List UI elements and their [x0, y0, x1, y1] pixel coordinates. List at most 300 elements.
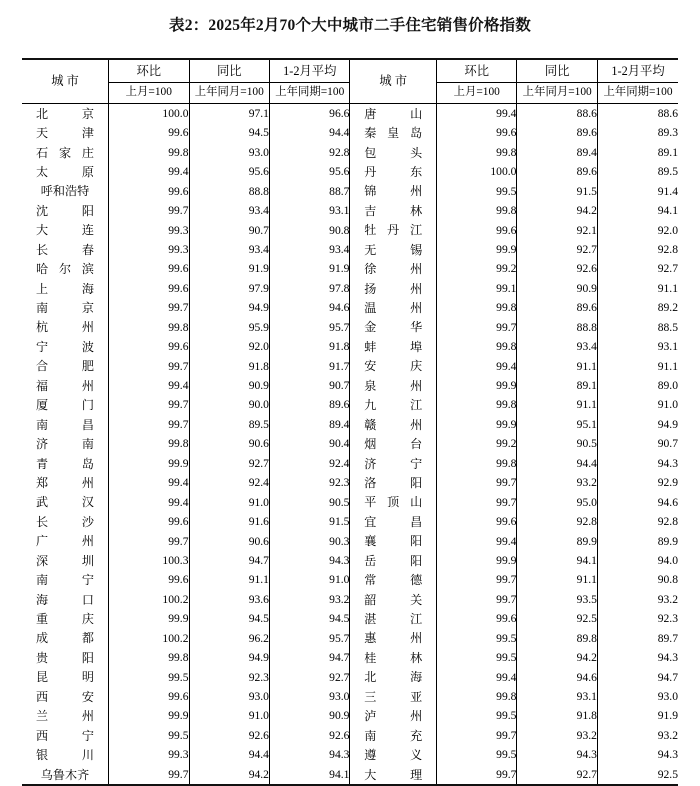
- city-name-right: 吉林: [350, 201, 437, 220]
- city-name-left: 大连: [36, 223, 94, 238]
- city-name-left: 哈尔滨: [36, 262, 94, 277]
- value-avg-right: 91.9: [597, 707, 678, 726]
- value-yoy-left: 91.8: [189, 357, 269, 376]
- value-yoy-right: 94.6: [517, 668, 597, 687]
- value-yoy-left: 90.7: [189, 221, 269, 240]
- value-yoy-right: 89.6: [517, 162, 597, 181]
- city-name-left: 合肥: [36, 359, 94, 374]
- city-name-left: 西宁: [36, 728, 94, 743]
- value-mom-right: 99.6: [436, 221, 516, 240]
- value-yoy-left: 90.0: [189, 396, 269, 415]
- value-avg-left: 93.1: [269, 201, 349, 220]
- value-yoy-right: 91.1: [517, 357, 597, 376]
- value-avg-left: 94.3: [269, 551, 349, 570]
- city-name-left: 银川: [36, 748, 94, 763]
- table-row: [22, 473, 678, 492]
- city-name-left: 南昌: [36, 417, 94, 432]
- value-mom-left: 99.4: [109, 376, 189, 395]
- value-mom-right: 99.5: [436, 648, 516, 667]
- value-mom-right: 99.8: [436, 298, 516, 317]
- value-avg-right: 89.9: [597, 532, 678, 551]
- value-yoy-left: 91.1: [189, 571, 269, 590]
- value-yoy-right: 89.1: [517, 376, 597, 395]
- city-name-right: 襄阳: [350, 532, 437, 551]
- value-yoy-right: 92.1: [517, 221, 597, 240]
- city-name-right: 常德: [350, 571, 437, 590]
- table-row: [22, 571, 678, 590]
- city-name-right: 秦皇岛: [350, 123, 437, 142]
- value-yoy-left: 92.3: [189, 668, 269, 687]
- header-mom-base-right: 上月=100: [436, 83, 516, 104]
- value-yoy-left: 94.5: [189, 123, 269, 142]
- value-yoy-left: 94.5: [189, 609, 269, 628]
- value-yoy-right: 89.6: [517, 123, 597, 142]
- value-avg-left: 94.6: [269, 298, 349, 317]
- value-mom-right: 99.6: [436, 123, 516, 142]
- value-avg-left: 89.4: [269, 415, 349, 434]
- value-mom-right: 99.5: [436, 182, 516, 201]
- value-avg-right: 94.9: [597, 415, 678, 434]
- value-yoy-right: 91.1: [517, 571, 597, 590]
- value-yoy-right: 88.8: [517, 318, 597, 337]
- city-name-right: 三亚: [350, 687, 437, 706]
- value-yoy-left: 91.0: [189, 493, 269, 512]
- value-mom-left: 99.7: [109, 298, 189, 317]
- value-mom-right: 99.6: [436, 609, 516, 628]
- value-avg-left: 90.7: [269, 376, 349, 395]
- header-city-right: 城市: [350, 60, 437, 104]
- value-avg-left: 95.6: [269, 162, 349, 181]
- value-yoy-left: 91.6: [189, 512, 269, 531]
- city-name-right: 蚌埠: [350, 337, 437, 356]
- table-row: [22, 182, 678, 201]
- city-name-left: 上海: [36, 281, 94, 296]
- city-name-right: 泉州: [350, 376, 437, 395]
- city-name-right: 温州: [350, 298, 437, 317]
- table-header: [22, 60, 678, 104]
- value-yoy-left: 94.9: [189, 298, 269, 317]
- value-mom-left: 99.3: [109, 221, 189, 240]
- value-mom-left: 99.5: [109, 668, 189, 687]
- value-yoy-right: 91.8: [517, 707, 597, 726]
- city-name-right: 烟台: [350, 434, 437, 453]
- value-mom-left: 99.4: [109, 473, 189, 492]
- city-name-left: 沈阳: [36, 203, 94, 218]
- value-mom-right: 99.9: [436, 415, 516, 434]
- table-row: [22, 532, 678, 551]
- city-name-right: 徐州: [350, 260, 437, 279]
- price-index-table-frame: [22, 58, 678, 786]
- city-name-left: 南京: [36, 301, 94, 316]
- value-mom-left: 99.3: [109, 745, 189, 764]
- city-name-left: 厦门: [36, 398, 94, 413]
- value-mom-left: 99.6: [109, 123, 189, 142]
- city-name-right: 九江: [350, 396, 437, 415]
- value-yoy-left: 92.4: [189, 473, 269, 492]
- value-avg-right: 94.3: [597, 648, 678, 667]
- city-name-left: 乌鲁木齐: [40, 767, 90, 782]
- value-mom-left: 99.6: [109, 512, 189, 531]
- value-avg-right: 92.0: [597, 221, 678, 240]
- value-yoy-right: 94.2: [517, 201, 597, 220]
- value-mom-right: 99.1: [436, 279, 516, 298]
- value-mom-left: 99.6: [109, 260, 189, 279]
- header-avg-right: 1-2月平均: [597, 60, 678, 83]
- value-avg-left: 92.8: [269, 143, 349, 162]
- city-name-left: 西安: [36, 689, 94, 704]
- header-yoy-left: 同比: [189, 60, 269, 83]
- value-avg-right: 92.3: [597, 609, 678, 628]
- city-name-right: 安庆: [350, 357, 437, 376]
- city-name-left: 贵阳: [36, 650, 94, 665]
- value-avg-left: 92.4: [269, 454, 349, 473]
- value-yoy-left: 96.2: [189, 629, 269, 648]
- header-yoy-right: 同比: [517, 60, 597, 83]
- value-avg-right: 94.1: [597, 201, 678, 220]
- value-mom-right: 99.5: [436, 707, 516, 726]
- value-yoy-left: 97.1: [189, 104, 269, 124]
- value-mom-left: 99.6: [109, 337, 189, 356]
- value-avg-left: 91.5: [269, 512, 349, 531]
- city-name-right: 湛江: [350, 609, 437, 628]
- city-name-right: 丹东: [350, 162, 437, 181]
- city-name-right: 大理: [350, 765, 437, 784]
- value-mom-left: 100.2: [109, 590, 189, 609]
- value-yoy-right: 88.6: [517, 104, 597, 124]
- value-mom-left: 100.2: [109, 629, 189, 648]
- city-name-left: 深圳: [36, 553, 94, 568]
- value-yoy-right: 93.4: [517, 337, 597, 356]
- value-yoy-right: 89.9: [517, 532, 597, 551]
- city-name-left: 杭州: [36, 320, 94, 335]
- value-avg-left: 91.7: [269, 357, 349, 376]
- header-yoy-base-right: 上年同月=100: [517, 83, 597, 104]
- table-row: [22, 376, 678, 395]
- city-name-right: 锦州: [350, 182, 437, 201]
- page-title: 表2：2025年2月70个大中城市二手住宅销售价格指数: [169, 17, 531, 34]
- price-index-table: [22, 60, 678, 784]
- value-yoy-left: 93.6: [189, 590, 269, 609]
- value-avg-left: 96.6: [269, 104, 349, 124]
- city-name-left: 武汉: [36, 495, 94, 510]
- city-name-right: 桂林: [350, 648, 437, 667]
- table-row: [22, 707, 678, 726]
- value-yoy-left: 90.6: [189, 434, 269, 453]
- city-name-left: 济南: [36, 437, 94, 452]
- value-yoy-left: 89.5: [189, 415, 269, 434]
- value-avg-left: 88.7: [269, 182, 349, 201]
- value-mom-left: 99.4: [109, 162, 189, 181]
- value-yoy-left: 93.0: [189, 143, 269, 162]
- value-mom-right: 99.8: [436, 201, 516, 220]
- value-avg-left: 95.7: [269, 318, 349, 337]
- value-mom-right: 99.7: [436, 571, 516, 590]
- table-row: [22, 143, 678, 162]
- value-avg-left: 92.3: [269, 473, 349, 492]
- value-yoy-left: 94.9: [189, 648, 269, 667]
- city-name-left: 宁波: [36, 339, 94, 354]
- value-mom-left: 99.7: [109, 532, 189, 551]
- table-row: [22, 104, 678, 124]
- city-name-left: 南宁: [36, 573, 94, 588]
- value-mom-left: 99.7: [109, 765, 189, 784]
- value-mom-right: 99.4: [436, 104, 516, 124]
- value-avg-right: 89.2: [597, 298, 678, 317]
- table-row: [22, 396, 678, 415]
- value-mom-right: 99.4: [436, 532, 516, 551]
- header-mom-base-left: 上月=100: [109, 83, 189, 104]
- value-yoy-right: 89.8: [517, 629, 597, 648]
- value-yoy-left: 95.6: [189, 162, 269, 181]
- table-row: [22, 415, 678, 434]
- city-name-right: 包头: [350, 143, 437, 162]
- value-avg-right: 92.5: [597, 765, 678, 784]
- value-avg-left: 90.8: [269, 221, 349, 240]
- value-avg-left: 93.4: [269, 240, 349, 259]
- city-name-right: 无锡: [350, 240, 437, 259]
- value-avg-right: 94.7: [597, 668, 678, 687]
- table-row: [22, 337, 678, 356]
- value-mom-right: 99.7: [436, 318, 516, 337]
- city-name-left: 福州: [36, 378, 94, 393]
- value-avg-right: 90.7: [597, 434, 678, 453]
- value-mom-right: 99.7: [436, 473, 516, 492]
- value-mom-right: 99.9: [436, 551, 516, 570]
- value-mom-right: 99.8: [436, 143, 516, 162]
- value-mom-left: 99.6: [109, 687, 189, 706]
- value-avg-left: 93.2: [269, 590, 349, 609]
- table-row: [22, 512, 678, 531]
- value-yoy-left: 94.4: [189, 745, 269, 764]
- city-name-left: 成都: [36, 631, 94, 646]
- value-yoy-right: 90.5: [517, 434, 597, 453]
- value-yoy-left: 93.0: [189, 687, 269, 706]
- header-row-top: [22, 60, 678, 83]
- city-name-right: 泸州: [350, 707, 437, 726]
- table-row: [22, 123, 678, 142]
- table-row: [22, 357, 678, 376]
- city-name-left: 长春: [36, 242, 94, 257]
- table-row: [22, 240, 678, 259]
- value-avg-right: 91.0: [597, 396, 678, 415]
- value-avg-right: 90.8: [597, 571, 678, 590]
- value-avg-right: 94.0: [597, 551, 678, 570]
- value-avg-right: 89.0: [597, 376, 678, 395]
- value-yoy-left: 94.2: [189, 765, 269, 784]
- value-mom-right: 100.0: [436, 162, 516, 181]
- table-row: [22, 609, 678, 628]
- value-avg-left: 90.3: [269, 532, 349, 551]
- city-name-right: 韶关: [350, 590, 437, 609]
- value-avg-left: 90.9: [269, 707, 349, 726]
- value-mom-left: 99.8: [109, 143, 189, 162]
- city-name-left: 广州: [36, 534, 94, 549]
- value-yoy-right: 93.2: [517, 473, 597, 492]
- city-name-right: 扬州: [350, 279, 437, 298]
- value-mom-right: 99.7: [436, 765, 516, 784]
- city-name-left: 青岛: [36, 456, 94, 471]
- table-row: [22, 745, 678, 764]
- city-name-right: 赣州: [350, 415, 437, 434]
- table-row: [22, 726, 678, 745]
- value-yoy-left: 90.9: [189, 376, 269, 395]
- table-row: [22, 221, 678, 240]
- table-row: [22, 687, 678, 706]
- header-avg-base-left: 上年同期=100: [269, 83, 349, 104]
- table-row: [22, 279, 678, 298]
- city-name-right: 金华: [350, 318, 437, 337]
- value-avg-left: 91.9: [269, 260, 349, 279]
- value-mom-left: 99.4: [109, 493, 189, 512]
- table-body: [22, 104, 678, 785]
- value-mom-right: 99.9: [436, 376, 516, 395]
- value-mom-right: 99.5: [436, 745, 516, 764]
- value-yoy-right: 91.5: [517, 182, 597, 201]
- value-mom-left: 99.8: [109, 318, 189, 337]
- value-yoy-right: 94.4: [517, 454, 597, 473]
- value-avg-right: 93.0: [597, 687, 678, 706]
- value-yoy-right: 92.6: [517, 260, 597, 279]
- value-mom-left: 100.0: [109, 104, 189, 124]
- city-name-right: 牡丹江: [350, 221, 437, 240]
- city-name-left: 太原: [36, 164, 94, 179]
- table-row: [22, 260, 678, 279]
- value-mom-right: 99.7: [436, 726, 516, 745]
- value-mom-right: 99.4: [436, 668, 516, 687]
- value-yoy-right: 93.1: [517, 687, 597, 706]
- value-avg-left: 94.3: [269, 745, 349, 764]
- value-yoy-left: 92.6: [189, 726, 269, 745]
- table-row: [22, 201, 678, 220]
- value-avg-left: 93.0: [269, 687, 349, 706]
- value-yoy-right: 93.2: [517, 726, 597, 745]
- value-avg-left: 91.8: [269, 337, 349, 356]
- table-row: [22, 765, 678, 784]
- table-row: [22, 668, 678, 687]
- value-avg-right: 89.3: [597, 123, 678, 142]
- value-avg-left: 94.5: [269, 609, 349, 628]
- city-name-left: 重庆: [36, 612, 94, 627]
- value-mom-left: 99.3: [109, 240, 189, 259]
- value-yoy-left: 92.7: [189, 454, 269, 473]
- value-yoy-right: 93.5: [517, 590, 597, 609]
- header-city-left: 城市: [22, 60, 109, 104]
- title-container: [0, 0, 700, 35]
- value-yoy-right: 89.4: [517, 143, 597, 162]
- value-mom-left: 99.6: [109, 182, 189, 201]
- value-avg-left: 94.7: [269, 648, 349, 667]
- value-avg-left: 97.8: [269, 279, 349, 298]
- value-avg-right: 94.3: [597, 745, 678, 764]
- value-yoy-right: 95.0: [517, 493, 597, 512]
- value-avg-right: 89.5: [597, 162, 678, 181]
- value-mom-left: 99.8: [109, 648, 189, 667]
- value-mom-right: 99.2: [436, 434, 516, 453]
- value-avg-right: 92.8: [597, 240, 678, 259]
- value-avg-left: 89.6: [269, 396, 349, 415]
- value-mom-left: 99.7: [109, 201, 189, 220]
- value-avg-right: 91.1: [597, 279, 678, 298]
- value-yoy-left: 90.6: [189, 532, 269, 551]
- city-name-left: 长沙: [36, 514, 94, 529]
- value-yoy-right: 95.1: [517, 415, 597, 434]
- value-yoy-left: 91.0: [189, 707, 269, 726]
- value-mom-right: 99.4: [436, 357, 516, 376]
- table-row: [22, 551, 678, 570]
- value-mom-left: 99.7: [109, 415, 189, 434]
- value-avg-right: 94.6: [597, 493, 678, 512]
- value-avg-right: 88.5: [597, 318, 678, 337]
- table-row: [22, 493, 678, 512]
- value-yoy-left: 91.9: [189, 260, 269, 279]
- table-row: [22, 590, 678, 609]
- value-mom-right: 99.8: [436, 687, 516, 706]
- value-mom-right: 99.6: [436, 512, 516, 531]
- value-avg-right: 93.1: [597, 337, 678, 356]
- header-mom-right: 环比: [436, 60, 516, 83]
- value-mom-left: 99.7: [109, 357, 189, 376]
- value-mom-right: 99.8: [436, 396, 516, 415]
- table-row: [22, 629, 678, 648]
- value-avg-right: 91.1: [597, 357, 678, 376]
- value-mom-left: 99.9: [109, 609, 189, 628]
- city-name-right: 唐山: [350, 104, 437, 124]
- value-yoy-right: 90.9: [517, 279, 597, 298]
- value-avg-left: 94.1: [269, 765, 349, 784]
- city-name-left: 呼和浩特: [40, 184, 90, 199]
- table-row: [22, 162, 678, 181]
- city-name-right: 济宁: [350, 454, 437, 473]
- city-name-right: 北海: [350, 668, 437, 687]
- value-mom-right: 99.9: [436, 240, 516, 259]
- table-row: [22, 318, 678, 337]
- value-mom-left: 99.9: [109, 707, 189, 726]
- value-avg-right: 93.2: [597, 590, 678, 609]
- value-avg-left: 95.7: [269, 629, 349, 648]
- table-row: [22, 434, 678, 453]
- value-yoy-left: 88.8: [189, 182, 269, 201]
- value-avg-right: 91.4: [597, 182, 678, 201]
- city-name-left: 北京: [36, 106, 94, 121]
- value-avg-left: 92.6: [269, 726, 349, 745]
- city-name-left: 天津: [36, 126, 94, 141]
- value-avg-right: 89.7: [597, 629, 678, 648]
- value-yoy-left: 94.7: [189, 551, 269, 570]
- value-mom-right: 99.7: [436, 590, 516, 609]
- city-name-right: 岳阳: [350, 551, 437, 570]
- value-yoy-left: 93.4: [189, 240, 269, 259]
- value-avg-left: 90.5: [269, 493, 349, 512]
- value-avg-right: 89.1: [597, 143, 678, 162]
- city-name-right: 惠州: [350, 629, 437, 648]
- header-mom-left: 环比: [109, 60, 189, 83]
- value-mom-left: 99.9: [109, 454, 189, 473]
- value-yoy-left: 95.9: [189, 318, 269, 337]
- value-yoy-right: 94.3: [517, 745, 597, 764]
- header-avg-left: 1-2月平均: [269, 60, 349, 83]
- value-avg-left: 91.0: [269, 571, 349, 590]
- value-mom-right: 99.8: [436, 454, 516, 473]
- value-yoy-right: 92.5: [517, 609, 597, 628]
- value-yoy-right: 91.1: [517, 396, 597, 415]
- value-mom-left: 100.3: [109, 551, 189, 570]
- value-mom-left: 99.8: [109, 434, 189, 453]
- header-yoy-base-left: 上年同月=100: [189, 83, 269, 104]
- table-row: [22, 454, 678, 473]
- city-name-left: 兰州: [36, 709, 94, 724]
- value-yoy-right: 94.2: [517, 648, 597, 667]
- city-name-left: 郑州: [36, 475, 94, 490]
